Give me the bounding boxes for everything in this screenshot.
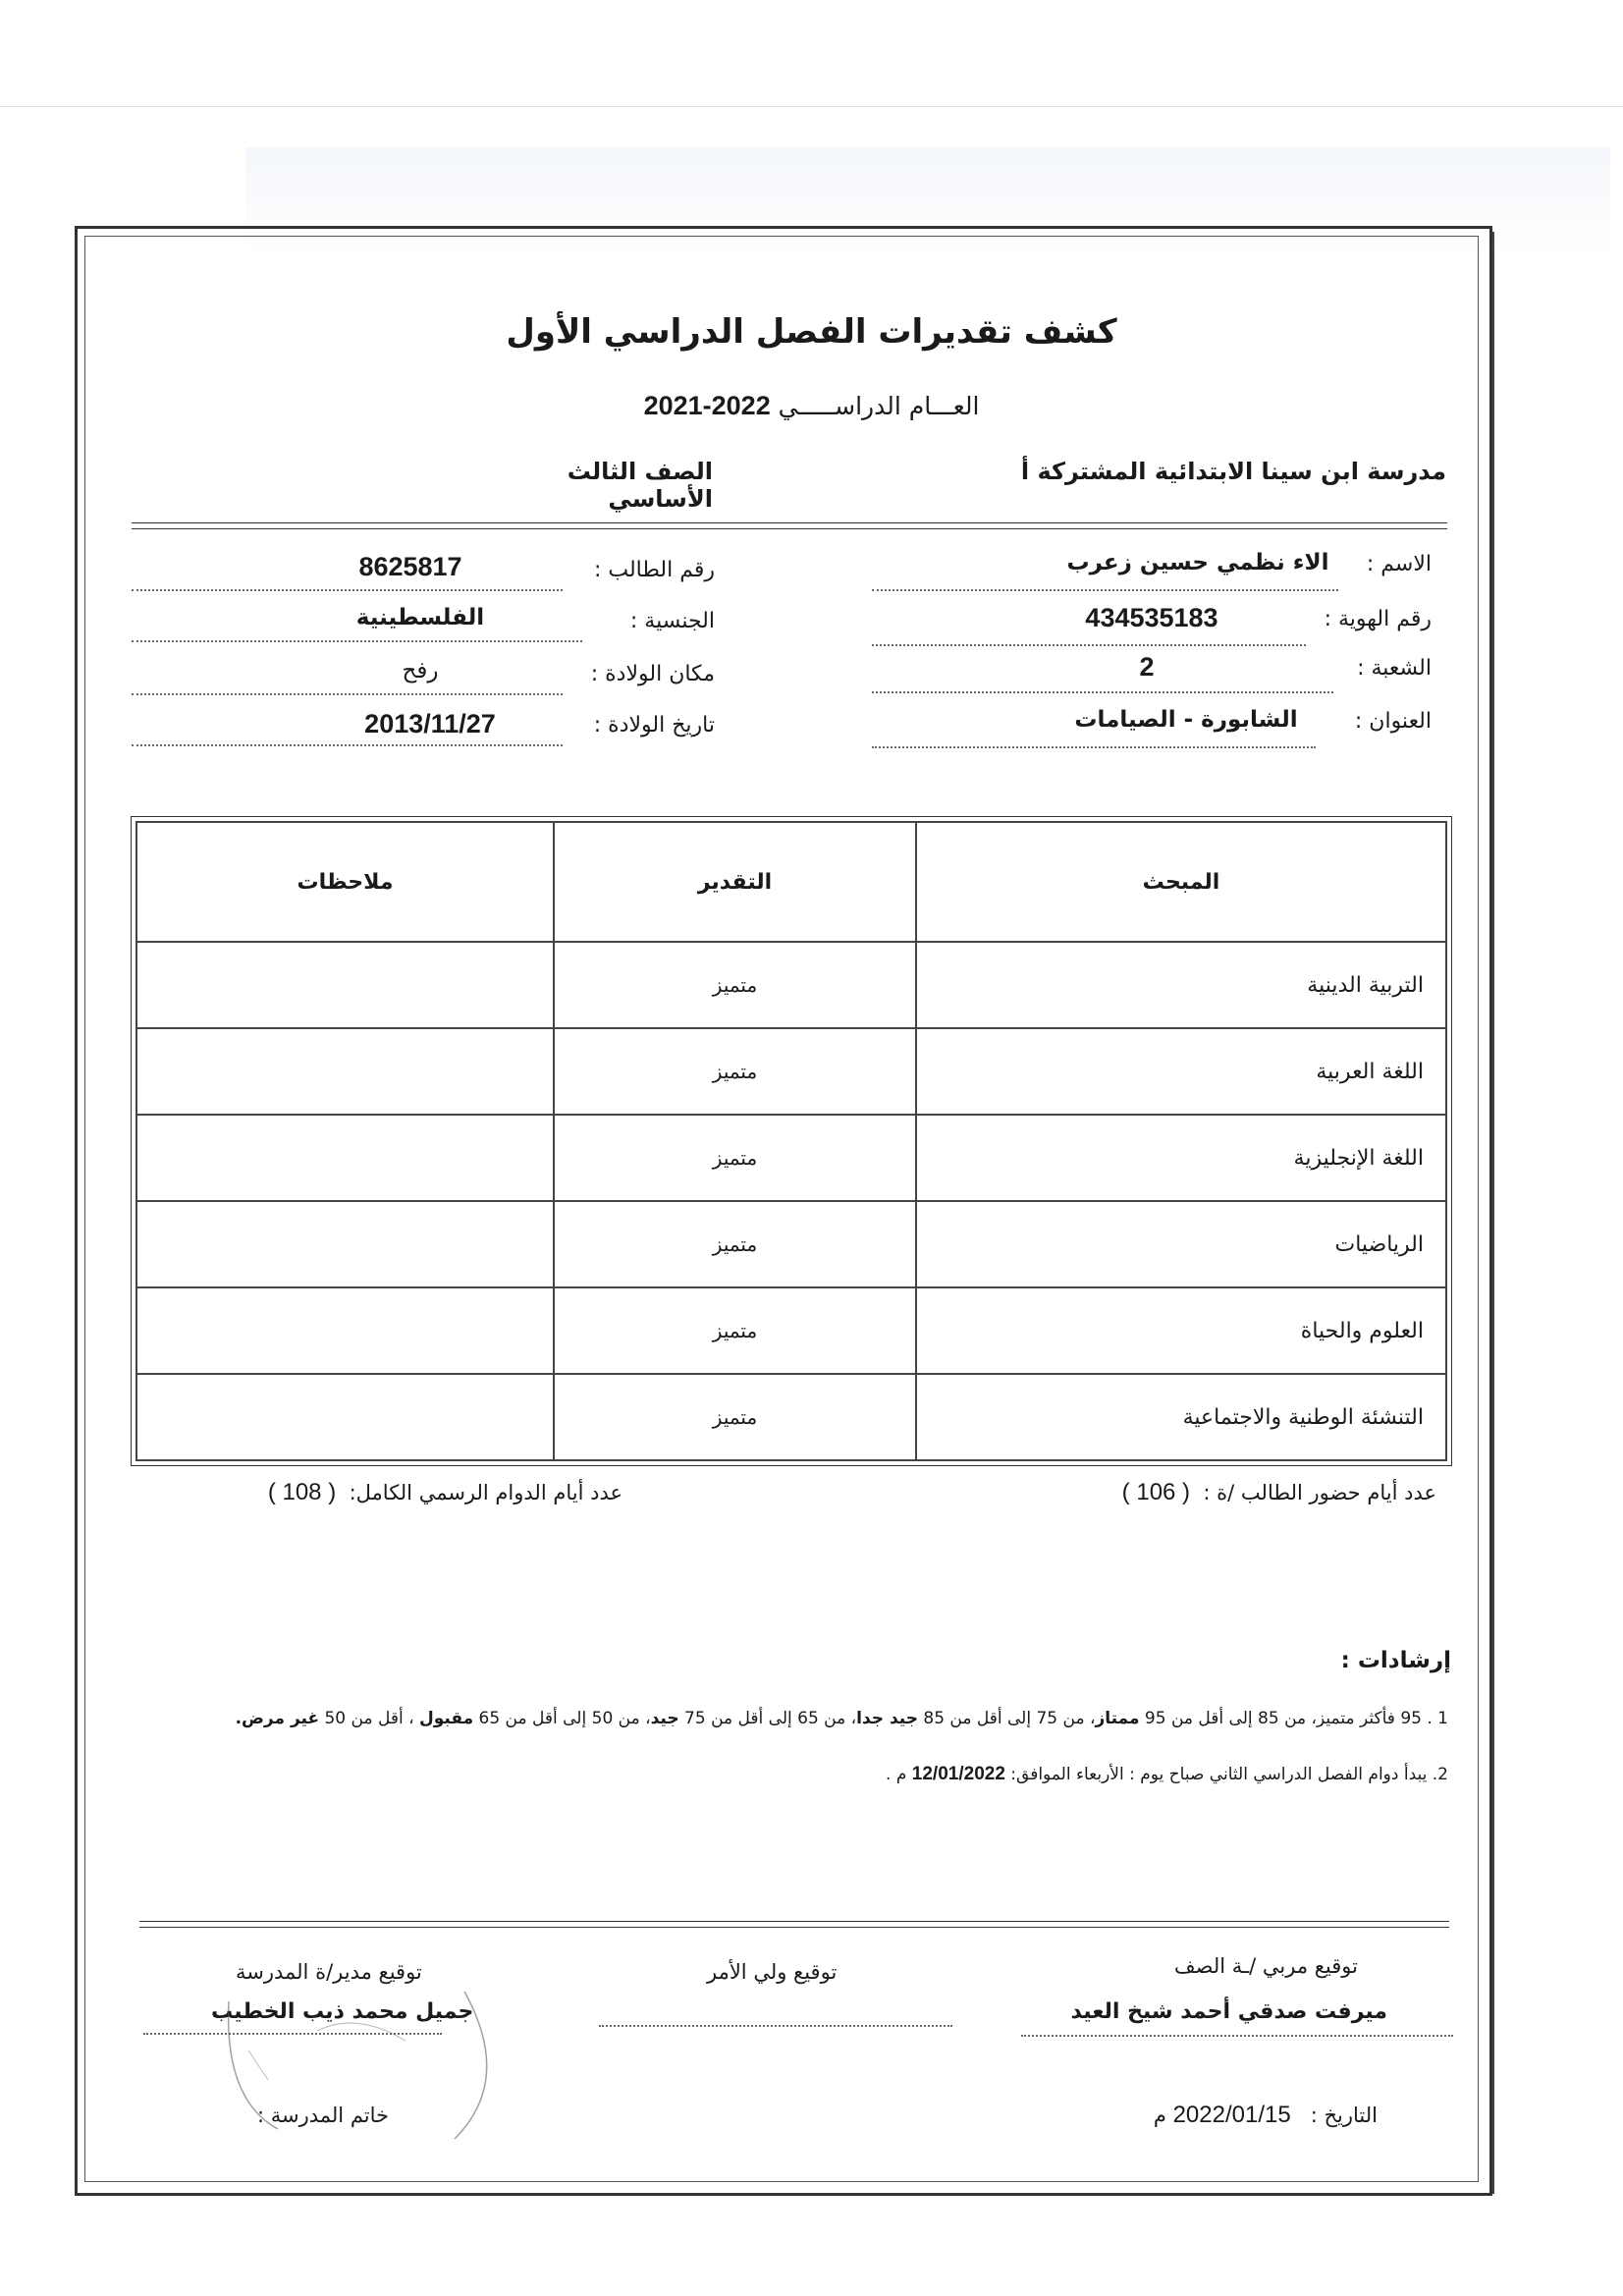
- guidance-line-2: [886, 1764, 1448, 1785]
- attendance-total-value: ( 108 ): [267, 1479, 337, 1505]
- subject-cell: اللغة العربية: [916, 1028, 1446, 1115]
- name-dots: [872, 589, 1338, 591]
- grade-cell: متميز: [554, 1374, 916, 1460]
- guidance-bold: جيد: [650, 1709, 679, 1728]
- guardian-signature-label: توقيع ولي الأمر: [707, 1960, 838, 1984]
- student-nationality: الفلسطينية: [355, 605, 485, 630]
- subject-cell: التربية الدينية: [916, 942, 1446, 1028]
- date-suffix: م: [1153, 2104, 1166, 2127]
- field-student-no: [132, 552, 715, 607]
- attendance-present-label: عدد أيام حضور الطالب /ة :: [1203, 1481, 1436, 1504]
- school-stamp: [209, 1962, 523, 2159]
- header-notes: ملاحظات: [136, 822, 554, 942]
- academic-year-label: العـــام الدراســـــي: [778, 392, 980, 420]
- guardian-signature-dots: [599, 2025, 952, 2027]
- guidance-date: 12/01/2022: [911, 1764, 1005, 1784]
- grade-cell: متميز: [554, 1287, 916, 1374]
- subject-cell: اللغة الإنجليزية: [916, 1115, 1446, 1201]
- birthplace-label: مكان الولادة :: [590, 662, 715, 686]
- section-label: الشعبة :: [1357, 656, 1432, 681]
- table-row: [136, 1374, 1446, 1460]
- header-divider: [132, 522, 1447, 523]
- grade-cell: متميز: [554, 1028, 916, 1115]
- page-border-right: [1492, 232, 1494, 2194]
- field-id: [872, 603, 1432, 656]
- guidance-text: ، من 50 إلى أقل من 65: [473, 1709, 651, 1728]
- table-row: [136, 942, 1446, 1028]
- student-birthdate: 2013/11/27: [364, 709, 496, 738]
- table-header-row: [136, 822, 1446, 942]
- date-row: [1154, 2102, 1378, 2129]
- teacher-name: ميرفت صدقي أحمد شيخ العيد: [1070, 1999, 1387, 2024]
- guidance-bold: مقبول: [419, 1709, 474, 1728]
- signature-divider-double: [139, 1927, 1449, 1928]
- field-name: [872, 552, 1432, 601]
- section-dots: [872, 691, 1333, 693]
- id-label: رقم الهوية :: [1324, 607, 1432, 631]
- attendance-present-value: ( 106 ): [1121, 1479, 1191, 1505]
- field-birthdate: [132, 709, 715, 762]
- attendance-present: [1122, 1479, 1436, 1506]
- student-address: الشابورة - الصيامات: [1074, 707, 1298, 733]
- guidance-line-1: [236, 1709, 1448, 1728]
- student-no-dots: [132, 589, 563, 591]
- subject-cell: التنشئة الوطنية والاجتماعية: [916, 1374, 1446, 1460]
- birthplace-dots: [132, 693, 563, 695]
- address-label: العنوان :: [1354, 709, 1432, 734]
- student-id: 434535183: [1085, 603, 1218, 632]
- subject-cell: العلوم والحياة: [916, 1287, 1446, 1374]
- field-nationality: [132, 605, 715, 658]
- birthdate-dots: [132, 744, 563, 746]
- table-row: [136, 1201, 1446, 1287]
- guidance-bold: غير مرض.: [235, 1709, 320, 1728]
- scan-edge: [0, 106, 1623, 107]
- notes-cell: [136, 942, 554, 1028]
- subject-cell: الرياضيات: [916, 1201, 1446, 1287]
- student-name: الاء نظمي حسين زعرب: [1066, 550, 1329, 575]
- header-subject: المبحث: [916, 822, 1446, 942]
- guidance-text: ، أقل من 50: [319, 1709, 419, 1728]
- notes-cell: [136, 1028, 554, 1115]
- grade-cell: متميز: [554, 1201, 916, 1287]
- nationality-label: الجنسية :: [629, 609, 715, 633]
- notes-cell: [136, 1115, 554, 1201]
- guidance-bold: ممتاز: [1095, 1709, 1140, 1728]
- guidance-text: ، من 75 إلى أقل من 85: [917, 1709, 1096, 1728]
- document-title: كشف تقديرات الفصل الدراسي الأول: [506, 312, 1117, 352]
- student-section: 2: [1139, 652, 1155, 682]
- attendance-total-label: عدد أيام الدوام الرسمي الكامل:: [349, 1481, 622, 1504]
- teacher-signature-dots: [1021, 2035, 1453, 2037]
- guidance-bold: جيد جدا: [856, 1709, 918, 1728]
- student-no-label: رقم الطالب :: [593, 558, 715, 582]
- student-number: 8625817: [358, 552, 462, 581]
- table-row: [136, 1287, 1446, 1374]
- guidance-text: 1 . 95 فأكثر متميز، من 85 إلى أقل من 95: [1139, 1709, 1448, 1728]
- school-name: مدرسة ابن سينا الابتدائية المشتركة أ: [1020, 458, 1446, 485]
- address-dots: [872, 746, 1316, 748]
- date-label: التاريخ :: [1310, 2104, 1378, 2127]
- teacher-signature-label: توقيع مربي /ـة الصف: [1173, 1954, 1358, 1978]
- attendance-total: [132, 1479, 622, 1506]
- academic-year: [0, 391, 1623, 421]
- grades-table: [135, 821, 1447, 1461]
- guidance-text: م .: [886, 1765, 912, 1784]
- date-value: 2022/01/15: [1172, 2102, 1291, 2128]
- guidance-text: ، من 65 إلى أقل من 75: [678, 1709, 857, 1728]
- notes-cell: [136, 1201, 554, 1287]
- guidance-title: إرشادات :: [1340, 1648, 1451, 1673]
- guidance-text: 2. يبدأ دوام الفصل الدراسي الثاني صباح يوم : الأربعاء الموافق:: [1004, 1765, 1448, 1784]
- grade-cell: متميز: [554, 1115, 916, 1201]
- grade-cell: متميز: [554, 942, 916, 1028]
- field-birthplace: [132, 658, 715, 711]
- grade-level: الصف الثالث الأساسي: [567, 458, 713, 513]
- notes-cell: [136, 1287, 554, 1374]
- field-section: [872, 652, 1432, 705]
- table-row: [136, 1028, 1446, 1115]
- signature-divider: [139, 1921, 1449, 1922]
- table-row: [136, 1115, 1446, 1201]
- header-divider-double: [132, 528, 1447, 529]
- principal-name: جميل محمد ذيب الخطيب: [211, 1999, 474, 2024]
- student-birthplace: رفح: [402, 658, 439, 683]
- header-grade: التقدير: [554, 822, 916, 942]
- principal-signature-label: توقيع مدير/ة المدرسة: [236, 1960, 422, 1984]
- name-label: الاسم :: [1366, 552, 1432, 576]
- nationality-dots: [132, 640, 582, 642]
- field-address: [872, 709, 1432, 758]
- stamp-label: خاتم المدرسة :: [257, 2104, 390, 2127]
- birthdate-label: تاريخ الولادة :: [593, 713, 715, 738]
- notes-cell: [136, 1374, 554, 1460]
- academic-year-value: 2022-2021: [643, 391, 771, 420]
- id-dots: [872, 644, 1306, 646]
